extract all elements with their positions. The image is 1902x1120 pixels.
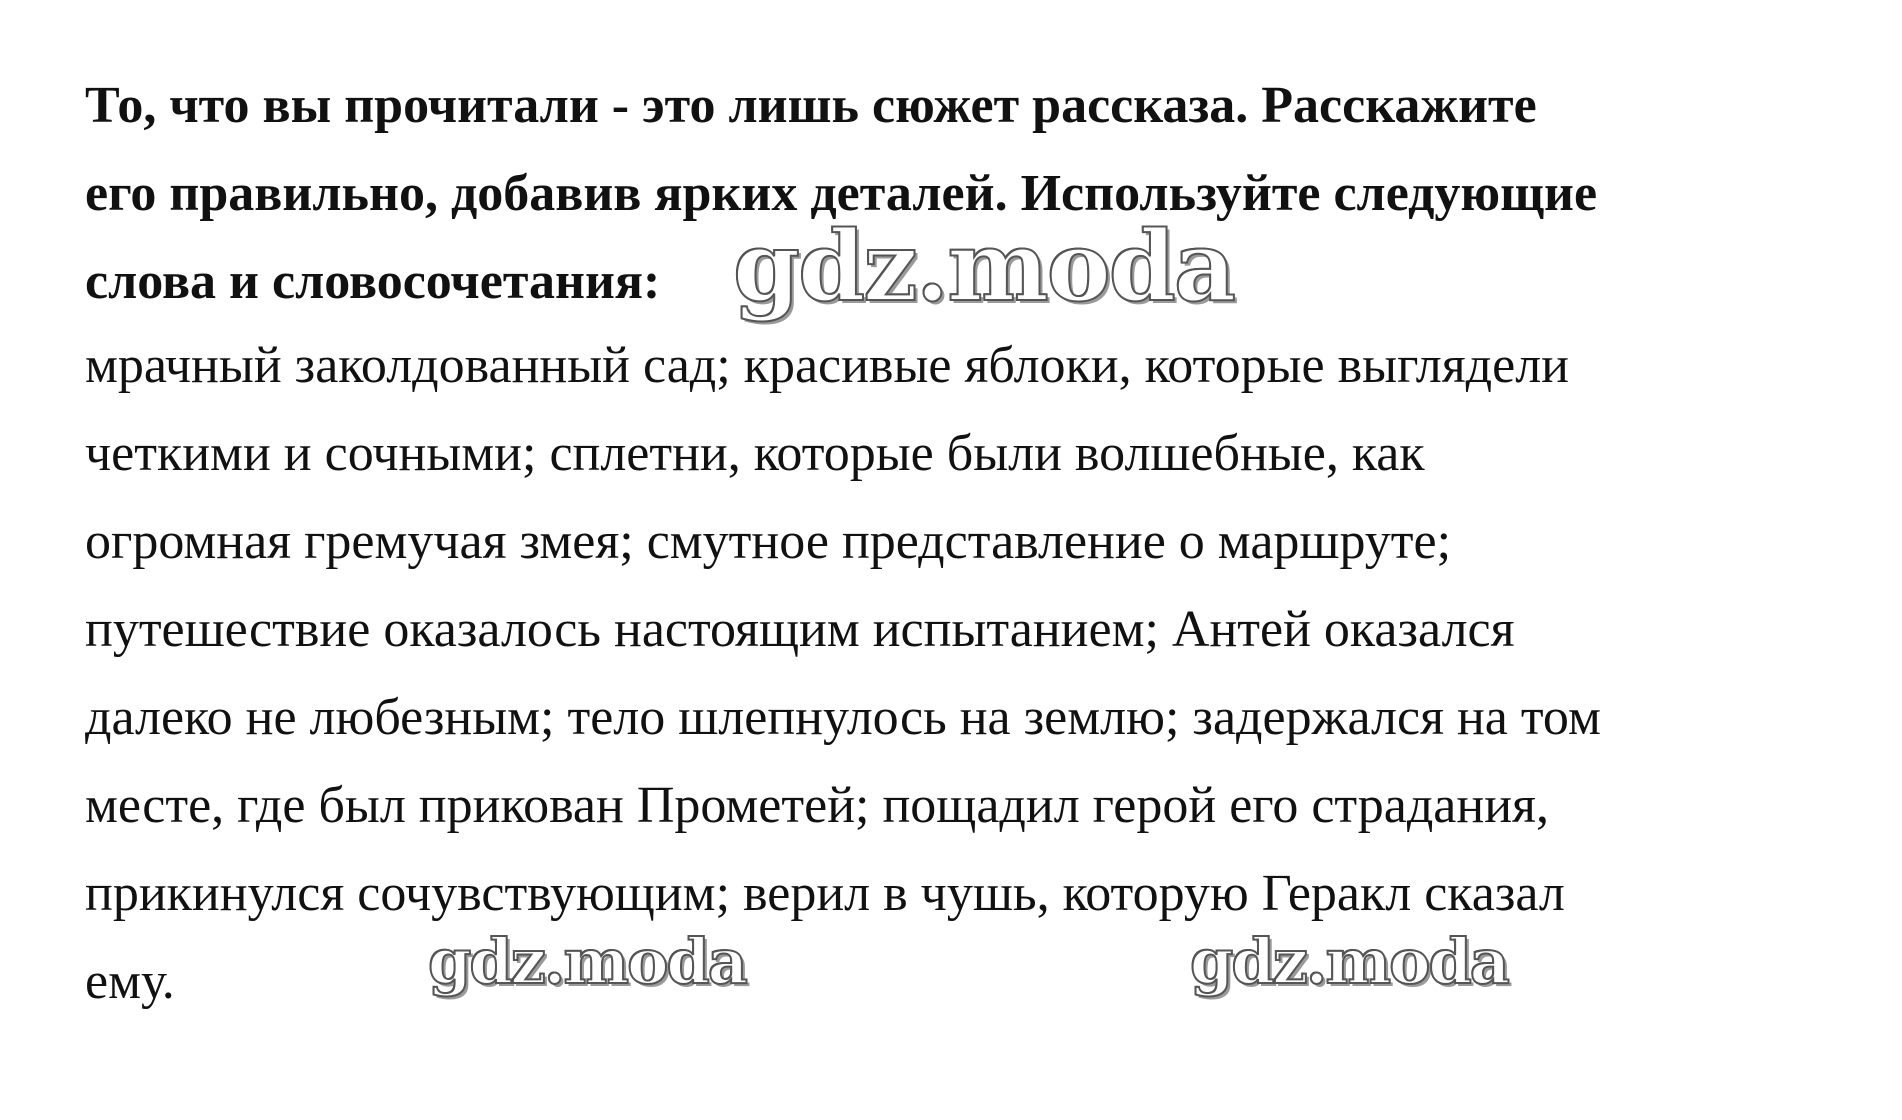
body-line: путешествие оказалось настоящим испытанием; Антей оказался (85, 601, 1515, 658)
body-line: прикинулся сочувствующим; верил в чушь, которую Геракл сказал (85, 865, 1565, 922)
watermark-logo: gdz.moda (1190, 925, 1508, 998)
body-line: огромная гремучая змея; смутное представление о маршруте; (85, 513, 1452, 570)
task-body-text (85, 322, 1845, 1026)
watermark-logo: gdz.moda (733, 210, 1235, 323)
heading-line: его правильно, добавив ярких деталей. Используйте следующие (85, 165, 1598, 222)
body-line: ему. (85, 953, 175, 1010)
body-line: четкими и сочными; сплетни, которые были волшебные, как (85, 425, 1425, 482)
watermark-logo: gdz.moda (428, 925, 746, 998)
heading-line: То, что вы прочитали - это лишь сюжет рассказа. Расскажите (85, 77, 1537, 134)
body-line: далеко не любезным; тело шлепнулось на землю; задержался на том (85, 689, 1601, 746)
body-line: месте, где был прикован Прометей; пощадил герой его страдания, (85, 777, 1549, 834)
body-line: мрачный заколдованный сад; красивые яблоки, которые выглядели (85, 337, 1569, 394)
heading-line: слова и словосочетания: (85, 253, 661, 310)
